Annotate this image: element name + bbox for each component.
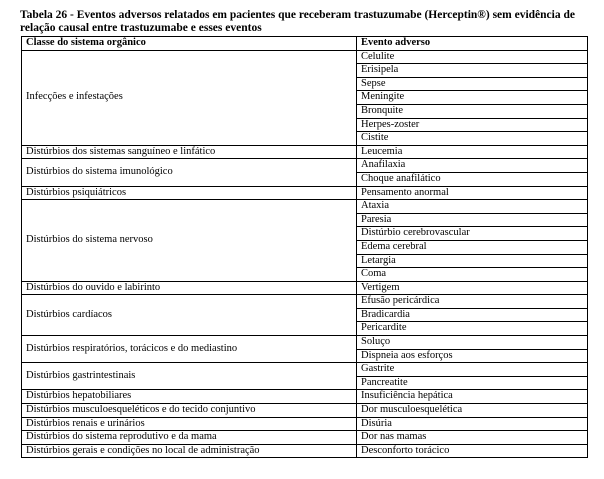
- table-row: [22, 200, 588, 214]
- adverse-event-cell: Celulite: [357, 50, 588, 64]
- adverse-event-cell: Dispneia aos esforços: [357, 349, 588, 363]
- table-row: [22, 145, 588, 159]
- table-row: [22, 186, 588, 200]
- system-class-cell: Distúrbios musculoesqueléticos e do tecido conjuntivo: [22, 404, 357, 418]
- adverse-event-cell: Pancreatite: [357, 376, 588, 390]
- system-class-cell: Distúrbios psiquiátricos: [22, 186, 357, 200]
- adverse-event-cell: Disúria: [357, 417, 588, 431]
- table-row: [22, 295, 588, 309]
- adverse-event-cell: Desconforto torácico: [357, 444, 588, 458]
- system-class-cell: Distúrbios do ouvido e labirinto: [22, 281, 357, 295]
- system-class-cell: Distúrbios renais e urinários: [22, 417, 357, 431]
- adverse-event-cell: Dor nas mamas: [357, 431, 588, 445]
- adverse-event-cell: Erisipela: [357, 64, 588, 78]
- table-row: [22, 159, 588, 173]
- adverse-event-cell: Pericardite: [357, 322, 588, 336]
- system-class-cell: Infecções e infestações: [22, 50, 357, 145]
- header-system-class: Classe do sistema orgânico: [22, 37, 357, 51]
- system-class-cell: Distúrbios gerais e condições no local de administração: [22, 444, 357, 458]
- table-row: [22, 336, 588, 350]
- adverse-event-cell: Pensamento anormal: [357, 186, 588, 200]
- adverse-event-cell: Herpes-zoster: [357, 118, 588, 132]
- adverse-event-cell: Dor musculoesquelética: [357, 404, 588, 418]
- adverse-event-cell: Letargia: [357, 254, 588, 268]
- system-class-cell: Distúrbios respiratórios, torácicos e do mediastino: [22, 336, 357, 363]
- table-row: [22, 50, 588, 64]
- adverse-event-cell: Ataxia: [357, 200, 588, 214]
- adverse-event-cell: Bradicardia: [357, 308, 588, 322]
- table-body: [22, 50, 588, 458]
- table-row: [22, 404, 588, 418]
- adverse-event-cell: Distúrbio cerebrovascular: [357, 227, 588, 241]
- system-class-cell: Distúrbios hepatobiliares: [22, 390, 357, 404]
- table-row: [22, 363, 588, 377]
- system-class-cell: Distúrbios do sistema imunológico: [22, 159, 357, 186]
- adverse-event-cell: Edema cerebral: [357, 240, 588, 254]
- adverse-event-cell: Paresia: [357, 213, 588, 227]
- adverse-event-cell: Sepse: [357, 77, 588, 91]
- adverse-event-cell: Efusão pericárdica: [357, 295, 588, 309]
- adverse-event-cell: Meningite: [357, 91, 588, 105]
- table-row: [22, 281, 588, 295]
- adverse-event-cell: Bronquite: [357, 104, 588, 118]
- system-class-cell: Distúrbios dos sistemas sanguíneo e linfático: [22, 145, 357, 159]
- header-row: [22, 37, 588, 51]
- adverse-event-cell: Cistite: [357, 132, 588, 146]
- header-adverse-event: Evento adverso: [357, 37, 588, 51]
- table-row: [22, 444, 588, 458]
- adverse-event-cell: Choque anafilático: [357, 172, 588, 186]
- adverse-events-table: [21, 36, 588, 458]
- adverse-event-cell: Leucemia: [357, 145, 588, 159]
- adverse-event-cell: Coma: [357, 268, 588, 282]
- system-class-cell: Distúrbios cardíacos: [22, 295, 357, 336]
- adverse-event-cell: Gastrite: [357, 363, 588, 377]
- system-class-cell: Distúrbios do sistema reprodutivo e da mama: [22, 431, 357, 445]
- table-row: [22, 417, 588, 431]
- system-class-cell: Distúrbios do sistema nervoso: [22, 200, 357, 282]
- adverse-event-cell: Insuficiência hepática: [357, 390, 588, 404]
- adverse-event-cell: Anafilaxia: [357, 159, 588, 173]
- table-caption: Tabela 26 - Eventos adversos relatados em pacientes que receberam trastuzumabe (Herceptin®) sem evidência de relação causal entre trastuzumabe e esses eventos: [20, 9, 575, 34]
- system-class-cell: Distúrbios gastrintestinais: [22, 363, 357, 390]
- table-row: [22, 431, 588, 445]
- adverse-event-cell: Vertigem: [357, 281, 588, 295]
- table-row: [22, 390, 588, 404]
- adverse-event-cell: Soluço: [357, 336, 588, 350]
